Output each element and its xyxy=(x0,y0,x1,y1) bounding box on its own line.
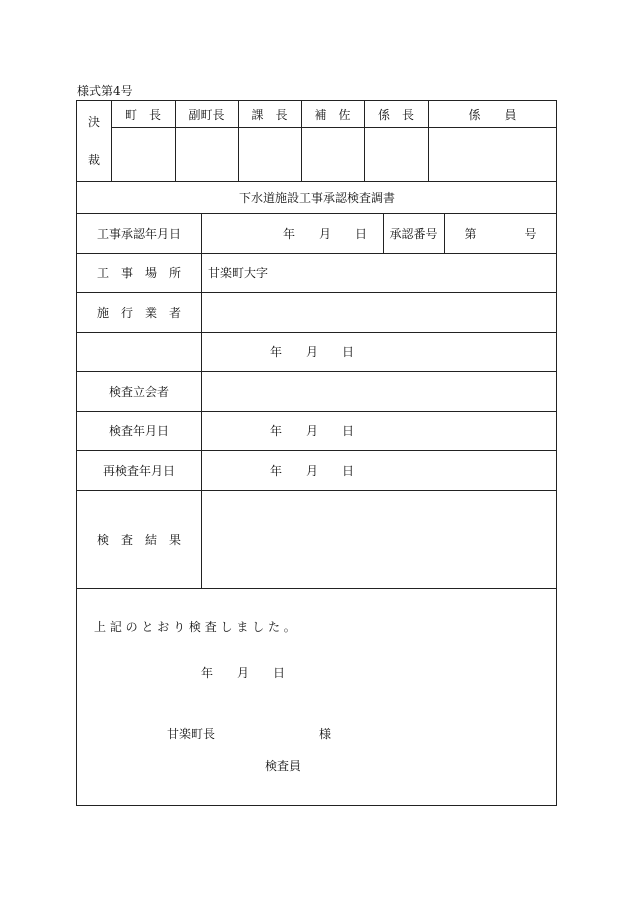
site-label: 工 事 場 所 xyxy=(96,266,181,280)
stamp-box-staff[interactable] xyxy=(429,128,556,180)
reinspection-date-label: 再検査年月日 xyxy=(102,463,175,478)
site-field[interactable]: 甘楽町大字 xyxy=(208,266,269,280)
role-section-chief: 課 長 xyxy=(251,107,288,122)
approval-label-bottom: 裁 xyxy=(87,152,100,167)
reinspection-date-field[interactable]: 年 月 日 xyxy=(269,463,354,478)
addressee-text: 甘楽町長 xyxy=(167,726,216,741)
role-staff: 係 員 xyxy=(468,107,517,122)
stamp-box-section-chief[interactable] xyxy=(239,128,300,180)
result-label: 検 査 結 果 xyxy=(96,532,181,547)
role-unit-chief: 係 長 xyxy=(377,107,414,122)
witness-label: 検査立会者 xyxy=(108,384,169,399)
contractor-field[interactable] xyxy=(202,293,556,331)
statement-date[interactable]: 年 月 日 xyxy=(201,665,286,680)
inspector-label: 検査員 xyxy=(265,758,302,773)
result-field[interactable] xyxy=(202,491,556,587)
approval-number-label: 承認番号 xyxy=(389,226,438,241)
completion-date-field[interactable]: 年 月 日 xyxy=(269,345,354,359)
form-title: 下水道施設工事承認検査調書 xyxy=(238,190,395,205)
inspection-form xyxy=(76,100,557,806)
completion-date-label xyxy=(77,332,201,371)
stamp-box-unit-chief[interactable] xyxy=(365,128,427,180)
role-mayor: 町 長 xyxy=(124,107,161,122)
stamp-box-assistant[interactable] xyxy=(302,128,363,180)
contractor-label: 施 行 業 者 xyxy=(96,305,181,320)
witness-field[interactable] xyxy=(202,372,556,410)
form-number-label: 様式第4号 xyxy=(77,84,133,98)
stamp-box-deputy-mayor[interactable] xyxy=(176,128,237,180)
approval-date-label: 工事承認年月日 xyxy=(96,226,181,241)
approval-date-field[interactable]: 年 月 日 xyxy=(282,226,367,241)
approval-label-top: 決 xyxy=(87,114,100,129)
inspection-date-label: 検査年月日 xyxy=(108,424,169,438)
statement-text: 上 記 の と お り 検 査 し ま し た 。 xyxy=(94,619,296,634)
inspection-date-field[interactable]: 年 月 日 xyxy=(269,424,354,438)
role-assistant: 補 佐 xyxy=(314,107,351,122)
stamp-box-mayor[interactable] xyxy=(112,128,174,180)
divider xyxy=(77,588,557,589)
approval-number-field[interactable]: 第 号 xyxy=(464,226,537,241)
role-deputy-mayor: 副町長 xyxy=(188,107,225,122)
honorific-text: 様 xyxy=(319,726,332,741)
